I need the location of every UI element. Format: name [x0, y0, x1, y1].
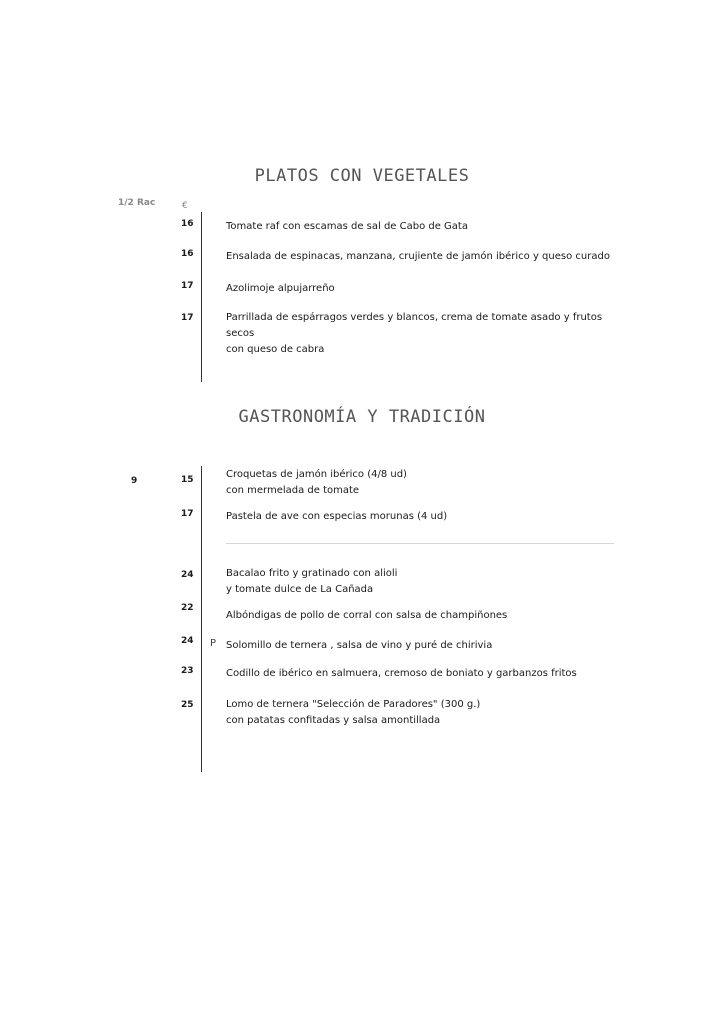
item-description: Codillo de ibérico en salmuera, cremoso de boniato y garbanzos fritos — [226, 668, 577, 679]
item-description: Lomo de ternera "Selección de Paradores" (300 g.) con patatas confitadas y salsa amontillada — [226, 699, 481, 726]
price-divider-line — [201, 466, 202, 772]
section-title-vegetales: PLATOS CON VEGETALES — [254, 166, 470, 186]
section-title-tradicion: GASTRONOMÍA Y TRADICIÓN — [238, 407, 486, 427]
price-divider-line — [201, 212, 202, 382]
item-description: Tomate raf con escamas de sal de Cabo de Gata — [226, 221, 468, 232]
item-description: Pastela de ave con especias morunas (4 ud) — [226, 511, 448, 522]
item-description: Parrillada de espárragos verdes y blancos, crema de tomate asado y frutos secos con queso de cabra — [226, 312, 603, 355]
parador-mark-icon: P — [210, 638, 217, 649]
item-price: 17 — [181, 313, 194, 323]
item-description: Azolimoje alpujarreño — [226, 283, 335, 294]
half-ration-header: 1/2 Rac — [118, 198, 156, 208]
section-separator — [226, 543, 614, 544]
item-price: 15 — [181, 475, 194, 485]
item-price: 16 — [181, 249, 194, 259]
item-price: 16 — [181, 219, 194, 229]
item-price: 24 — [181, 570, 194, 580]
item-description: Albóndigas de pollo de corral con salsa de champiñones — [226, 610, 508, 621]
item-description: Croquetas de jamón ibérico (4/8 ud) con mermelada de tomate — [226, 469, 407, 496]
item-half-price: 9 — [131, 476, 138, 486]
item-description: Solomillo de ternera , salsa de vino y puré de chirivia — [226, 640, 493, 651]
item-price: 17 — [181, 281, 194, 291]
item-price: 22 — [181, 603, 194, 613]
item-price: 25 — [181, 700, 194, 710]
item-price: 17 — [181, 509, 194, 519]
currency-header: € — [182, 201, 188, 211]
item-description: Ensalada de espinacas, manzana, crujiente de jamón ibérico y queso curado — [226, 251, 610, 262]
item-price: 23 — [181, 666, 194, 676]
item-price: 24 — [181, 636, 194, 646]
item-description: Bacalao frito y gratinado con alioli y tomate dulce de La Cañada — [226, 568, 398, 595]
